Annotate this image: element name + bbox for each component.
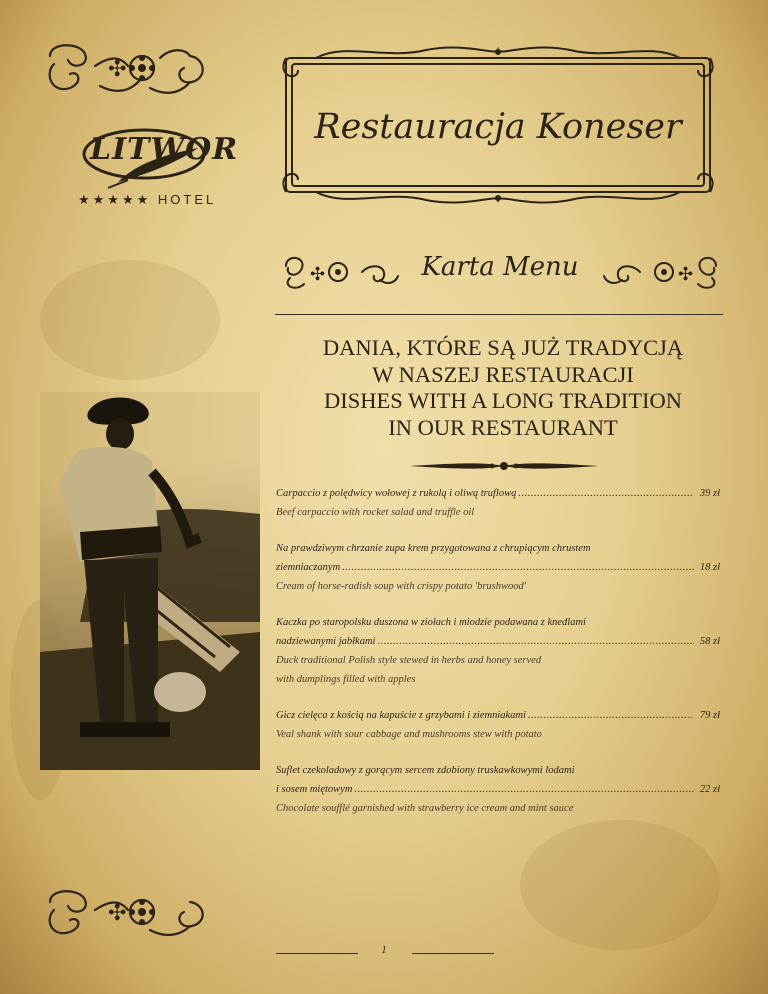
restaurant-title: Restauracja Koneser (314, 107, 682, 147)
menu-item (276, 706, 720, 744)
menu-item (276, 761, 720, 818)
dish-name-pl: Kaczka po staropolsku duszona w ziołach i miodzie podawana z knedlami (276, 617, 586, 628)
dish-name-en: Veal shank with sour cabbage and mushrooms stew with potato (276, 729, 542, 740)
dish-name-pl-continued: i sosem miętowym (276, 784, 353, 795)
dish-name-pl: Suflet czekoladowy z gorącym sercem zdobiony truskawkowymi lodami (276, 765, 575, 776)
dish-name-pl: Carpaccio z polędwicy wołowej z rukolą i oliwą truflową (276, 488, 517, 499)
svg-text:✣: ✣ (108, 57, 127, 82)
footer-line-left (276, 953, 358, 954)
dish-name-en: Beef carpaccio with rocket salad and truffle oil (276, 507, 475, 518)
dish-name-pl: Na prawdziwym chrzanie zupa krem przygotowana z chrupiącym chrustem (276, 543, 591, 554)
svg-text:✣: ✣ (108, 901, 127, 926)
svg-text:✣: ✣ (310, 264, 326, 285)
dish-name-en: Duck traditional Polish style stewed in herbs and honey served (276, 655, 542, 666)
dish-name-en: Chocolate soufflé garnished with strawberry ice cream and mint sauce (276, 803, 574, 814)
dot-leader (342, 558, 694, 577)
dish-price: 79 zł (699, 710, 720, 721)
dish-name-pl-continued: nadziewanymi jabłkami (276, 636, 376, 647)
bottom-left-flourish-ornament (40, 880, 215, 940)
shepherd-photo (40, 392, 260, 770)
dish-name-en-continued: with dumplings filled with apples (276, 674, 416, 685)
section-heading (270, 335, 736, 441)
footer-line-right (412, 953, 494, 954)
svg-text:✣: ✣ (678, 264, 694, 285)
dish-name-pl: Gicz cielęca z kością na kapuście z grzybami i ziemniakami (276, 710, 526, 721)
dish-price: 39 zł (699, 488, 720, 499)
logo-tagline: ★★★★★ HOTEL (78, 192, 217, 207)
section-heading-line-4: IN OUR RESTAURANT (388, 414, 618, 440)
heading-divider-ornament (408, 459, 600, 473)
dot-leader (518, 484, 694, 503)
subtitle-right-flourish-ornament (602, 252, 722, 292)
top-left-flourish-ornament (40, 36, 215, 102)
dish-price: 22 zł (699, 784, 720, 795)
section-heading-line-2: W NASZEJ RESTAURACJI (372, 361, 634, 387)
section-heading-line-3: DISHES WITH A LONG TRADITION (324, 388, 682, 413)
menu-item (276, 484, 720, 522)
subtitle-divider-line (275, 314, 723, 315)
menu-subtitle: Karta Menu (421, 252, 579, 282)
dot-leader (528, 706, 694, 725)
section-heading-line-1: DANIA, KTÓRE SĄ JUŻ TRADYCJĄ (322, 335, 684, 360)
hotel-logo (78, 122, 239, 212)
dish-price: 18 zł (699, 562, 720, 573)
page-number: 1 (381, 944, 387, 956)
dot-leader (377, 632, 693, 651)
menu-item (276, 539, 720, 596)
dish-name-pl-continued: ziemniaczanym (276, 562, 341, 573)
menu-item (276, 613, 720, 689)
dot-leader (354, 780, 693, 799)
logo-wordmark: LITWOR (90, 132, 239, 167)
dish-name-en: Cream of horse-radish soup with crispy potato 'brushwood' (276, 581, 526, 592)
menu-list (276, 484, 720, 835)
dish-price: 58 zł (699, 636, 720, 647)
